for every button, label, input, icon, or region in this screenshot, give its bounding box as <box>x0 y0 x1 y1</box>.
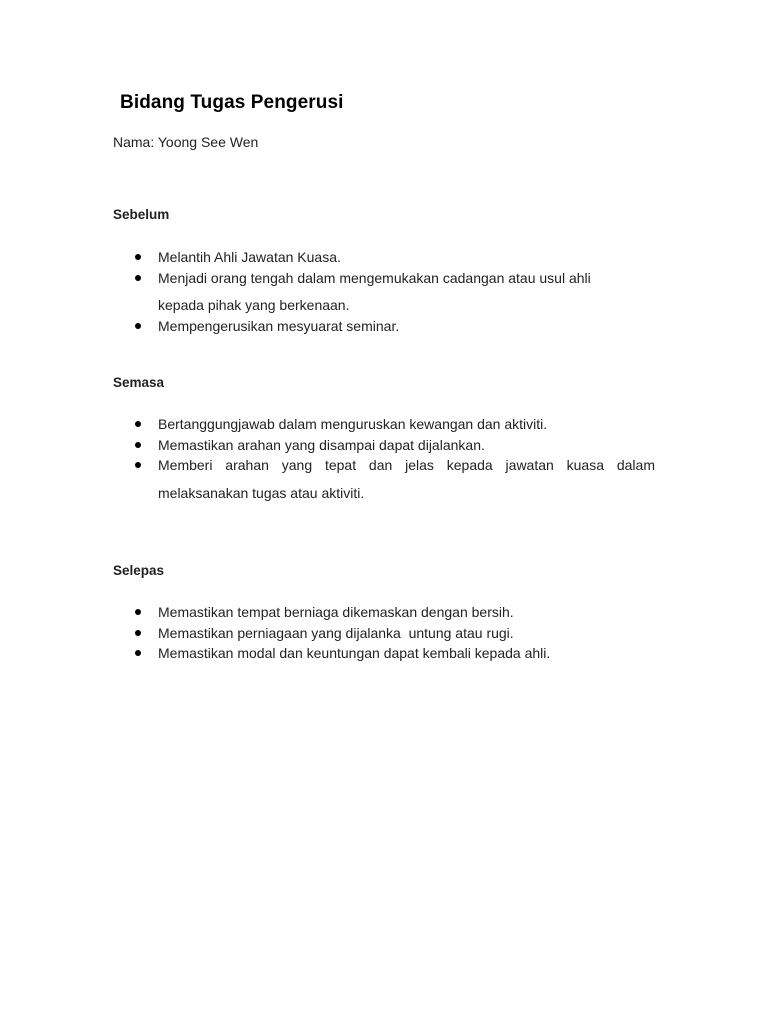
list-item-text: Memastikan tempat berniaga dikemaskan dengan bersih. <box>158 604 514 620</box>
list-item <box>113 455 655 503</box>
list-item <box>113 414 655 435</box>
bullet-icon <box>135 462 141 468</box>
list-item-continuation: melaksanakan tugas atau aktiviti. <box>158 484 365 501</box>
bullet-icon <box>135 254 141 260</box>
list-item <box>113 435 655 456</box>
section-heading-sebelum: Sebelum <box>113 207 170 222</box>
section-heading-semasa: Semasa <box>113 375 165 390</box>
list-item <box>113 623 655 644</box>
bullet-list-selepas <box>113 602 655 664</box>
bullet-icon <box>135 442 141 448</box>
list-item-text: Memastikan arahan yang disampai dapat dijalankan. <box>158 436 485 453</box>
name-line: Nama: Yoong See Wen <box>113 134 259 150</box>
list-item-text: Melantih Ahli Jawatan Kuasa. <box>158 249 341 265</box>
list-item-text: Menjadi orang tengah dalam mengemukakan cadangan atau usul ahli <box>158 269 591 286</box>
list-item-text: Memastikan perniagaan yang dijalanka untung atau rugi. <box>158 624 514 641</box>
bullet-icon <box>135 275 141 281</box>
section-heading-selepas: Selepas <box>113 563 165 578</box>
bullet-icon <box>135 650 141 656</box>
bullet-list-sebelum <box>113 247 655 336</box>
list-item-text: Bertanggungjawab dalam menguruskan kewangan dan aktiviti. <box>158 416 548 432</box>
list-item <box>113 643 655 664</box>
list-item <box>113 268 655 316</box>
document-title: Bidang Tugas Pengerusi <box>120 92 344 113</box>
bullet-icon <box>135 630 141 636</box>
list-item <box>113 602 655 623</box>
list-item-text: Mempengerusikan mesyuarat seminar. <box>158 317 400 334</box>
bullet-list-semasa <box>113 414 655 503</box>
bullet-icon <box>135 323 141 329</box>
list-item-text: Memberi arahan yang tepat dan jelas kepada jawatan kuasa dalam <box>158 457 655 473</box>
bullet-icon <box>135 609 141 615</box>
list-item <box>113 247 655 268</box>
list-item <box>113 316 655 337</box>
list-item-continuation: kepada pihak yang berkenaan. <box>158 297 350 313</box>
list-item-text: Memastikan modal dan keuntungan dapat kembali kepada ahli. <box>158 645 551 661</box>
bullet-icon <box>135 421 141 427</box>
